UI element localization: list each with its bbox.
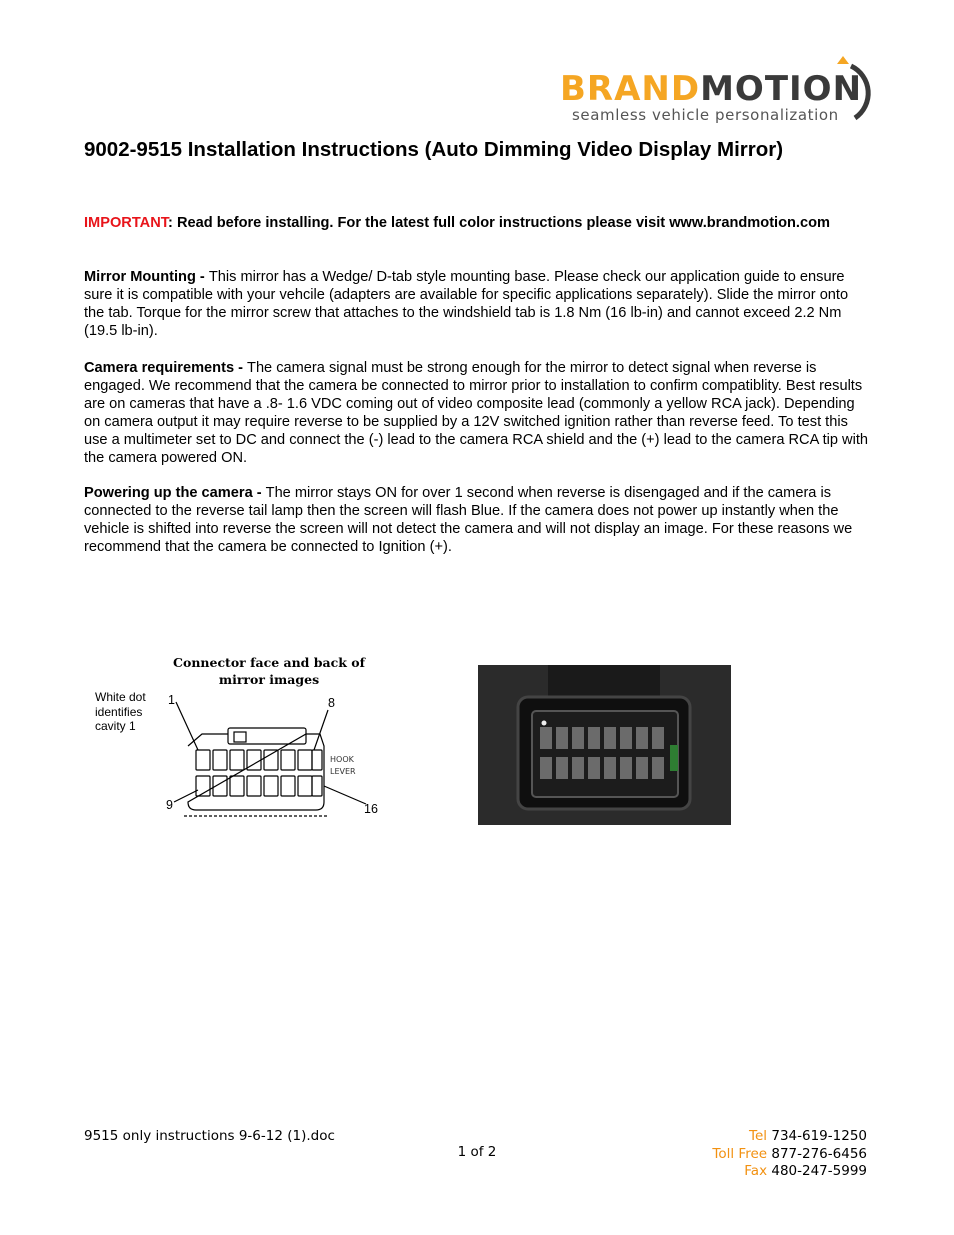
logo-tagline: seamless vehicle personalization xyxy=(572,106,839,124)
contact-tel xyxy=(712,1128,867,1146)
brand-logo xyxy=(560,56,872,126)
pin-label-8: 8 xyxy=(328,696,335,710)
footer-filename: 9515 only instructions 9-6-12 (1).doc xyxy=(84,1128,335,1144)
page-title: 9002-9515 Installation Instructions (Auto Dimming Video Display Mirror) xyxy=(84,138,784,161)
section-text: The mirror stays ON for over 1 second when reverse is disengaged and if the camera is connected to the reverse tail lamp then the screen will flash Blue. If the camera does not power up instantly when the vehicle is shifted into reverse the screen will not detect the camera and will not display an image. For these reasons we recommend that the camera be connected to Ignition (+). xyxy=(84,485,853,555)
section-heading: Camera requirements - xyxy=(84,360,248,376)
footer-contacts xyxy=(712,1128,867,1181)
diagram-dot-note: White dot identifies cavity 1 xyxy=(95,690,146,733)
contact-label: Tel xyxy=(749,1128,768,1144)
section-mirror-mounting xyxy=(84,268,870,340)
logo-brand-text: BRAND xyxy=(560,69,701,109)
contact-toll-free xyxy=(712,1146,867,1164)
contact-value: 877-276-6456 xyxy=(771,1145,867,1162)
pin-label-1: 1 xyxy=(168,693,175,707)
important-label: IMPORTANT xyxy=(84,215,169,231)
logo-motion-text: MOTION xyxy=(700,69,863,109)
contact-label: Fax xyxy=(744,1163,768,1179)
contact-value: 734-619-1250 xyxy=(771,1128,867,1144)
section-text: The camera signal must be strong enough for the mirror to detect signal when reverse is engaged. We recommend that the camera be connected to mirror prior to installation to confirm compatiblity. Best results are on cameras that have a .8- 1.6 VDC coming out of video composite lead (commonly a yellow RCA jack). Depending on camera output it may require reverse to be supplied by a 12V switched ignition rather than reverse feed. To test this use a multimeter set to DC and connect the (-) lead to the camera RCA shield and the (+) lead to the camera RCA tip with the camera powered ON. xyxy=(84,360,868,466)
important-text: : Read before installing. For the latest full color instructions please visit www.brandmotion.com xyxy=(168,215,830,231)
section-camera-requirements xyxy=(84,359,870,467)
footer-page-number: 1 of 2 xyxy=(457,1144,497,1160)
section-heading: Powering up the camera - xyxy=(84,485,266,501)
section-heading: Mirror Mounting - xyxy=(84,269,209,285)
section-text: This mirror has a Wedge/ D-tab style mounting base. Please check our application guide to ensure sure it is compatible with your vehcile (adapters are available for specific applications separately). Slide the mirror onto the tab. Torque for the mirror screw that attaches to the windshield tab is 1.8 Nm (16 lb-in) and cannot exceed 2.2 Nm (19.5 lb-in). xyxy=(84,269,849,339)
contact-fax xyxy=(712,1163,867,1181)
contact-label: Toll Free xyxy=(712,1145,768,1162)
logo-arc-icon xyxy=(815,56,875,124)
mirror-connector-photo xyxy=(478,665,731,825)
lever-label: LEVER xyxy=(330,767,356,776)
pin-label-9: 9 xyxy=(166,798,173,812)
diagram-title: Connector face and back of mirror images xyxy=(173,655,365,687)
important-notice xyxy=(84,214,870,232)
contact-value: 480-247-5999 xyxy=(771,1163,867,1179)
pin-label-16: 16 xyxy=(364,802,378,816)
hook-label: HOOK xyxy=(330,755,354,764)
section-powering-camera xyxy=(84,484,870,556)
